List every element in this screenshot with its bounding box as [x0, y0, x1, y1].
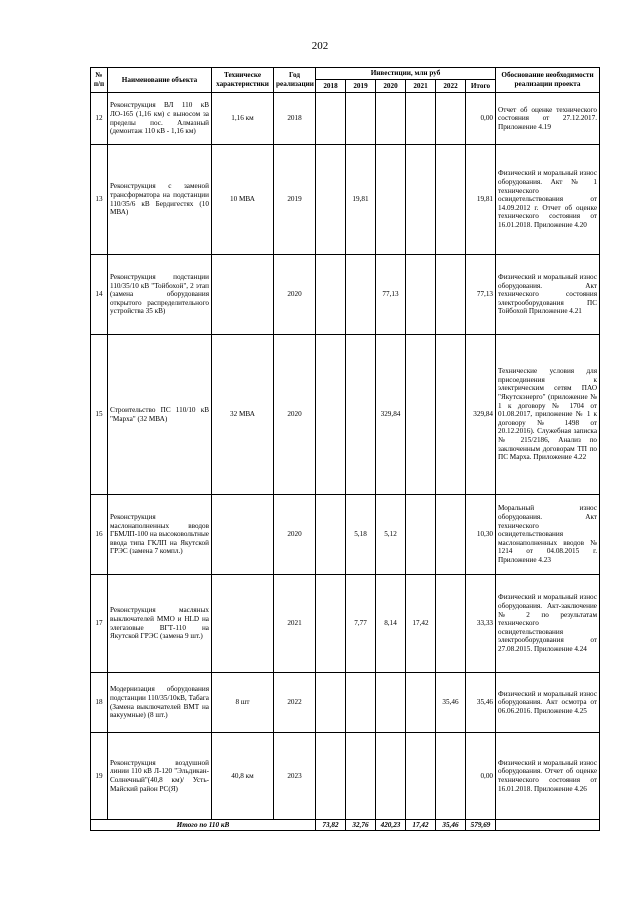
row-2020 — [376, 673, 406, 733]
header-name: Наименование объекта — [108, 68, 212, 93]
row-2020 — [376, 93, 406, 145]
table-row — [91, 335, 600, 495]
row-reason: Отчет об оценке технического состояния от 27.12.2017. Приложение 4.19 — [496, 93, 600, 145]
header-invest: Инвестиции, млн руб — [316, 68, 496, 80]
row-2021 — [406, 255, 436, 335]
row-2021 — [406, 733, 436, 820]
row-2021 — [406, 145, 436, 255]
row-total: 329,84 — [466, 335, 496, 495]
row-2020: 5,12 — [376, 495, 406, 575]
row-2019: 19,81 — [346, 145, 376, 255]
row-total: 19,81 — [466, 145, 496, 255]
row-no: 12 — [91, 93, 108, 145]
row-tech: 1,16 км — [212, 93, 274, 145]
page-number: 202 — [311, 40, 329, 52]
row-name: Реконструкция масляных выключателей ММО и HLD на элегазовые ВГТ-110 на Якутской ГРЭС (замена 9 шт.) — [108, 575, 212, 673]
row-year: 2020 — [274, 335, 316, 495]
total-2018: 73,82 — [316, 820, 346, 831]
investment-table — [90, 67, 600, 831]
row-tech: 32 МВА — [212, 335, 274, 495]
row-2020 — [376, 733, 406, 820]
row-total: 0,00 — [466, 93, 496, 145]
row-2022: 35,46 — [436, 673, 466, 733]
total-sum: 579,69 — [466, 820, 496, 831]
row-2018 — [316, 255, 346, 335]
row-year: 2021 — [274, 575, 316, 673]
row-reason: Физический и моральный износ оборудования. Акт технического состояния электрооборудования ПС Тойбохой Приложение 4.21 — [496, 255, 600, 335]
table-row — [91, 575, 600, 673]
row-reason: Моральный износ оборудования. Акт технического освидетельствования маслонаполненных вводов № 1214 от 04.08.2015 г. Приложение 4.23 — [496, 495, 600, 575]
row-no: 14 — [91, 255, 108, 335]
table-row — [91, 145, 600, 255]
row-2018 — [316, 145, 346, 255]
row-tech — [212, 575, 274, 673]
row-2018 — [316, 673, 346, 733]
header-2019: 2019 — [346, 80, 376, 93]
row-2018 — [316, 335, 346, 495]
row-year: 2019 — [274, 145, 316, 255]
total-2019: 32,76 — [346, 820, 376, 831]
header-2018: 2018 — [316, 80, 346, 93]
total-label: Итого по 110 кВ — [91, 820, 316, 831]
table-row — [91, 93, 600, 145]
table-row — [91, 495, 600, 575]
row-name: Реконструкция воздушной линии 110 кВ Л-120 "Эльдикан-Солнечный"(40,8 км)/ Усть-Майский район РС(Я) — [108, 733, 212, 820]
row-total: 33,33 — [466, 575, 496, 673]
row-2018 — [316, 93, 346, 145]
row-2021 — [406, 93, 436, 145]
row-total: 77,13 — [466, 255, 496, 335]
row-no: 17 — [91, 575, 108, 673]
row-2022 — [436, 575, 466, 673]
row-2019 — [346, 673, 376, 733]
row-2022 — [436, 145, 466, 255]
row-total: 35,46 — [466, 673, 496, 733]
row-total: 0,00 — [466, 733, 496, 820]
row-no: 16 — [91, 495, 108, 575]
table-row — [91, 673, 600, 733]
row-reason: Физический и моральный износ оборудования. Отчет об оценке технического состояния от 16.01.2018. Приложение 4.26 — [496, 733, 600, 820]
total-reason — [496, 820, 600, 831]
row-2019: 7,77 — [346, 575, 376, 673]
header-2021: 2021 — [406, 80, 436, 93]
row-tech — [212, 255, 274, 335]
row-tech: 40,8 км — [212, 733, 274, 820]
row-no: 19 — [91, 733, 108, 820]
row-2019: 5,18 — [346, 495, 376, 575]
row-year: 2023 — [274, 733, 316, 820]
row-name: Реконструкция подстанции 110/35/10 кВ "Тойбохой", 2 этап (замена оборудования открытого распределительного устройства 35 кВ) — [108, 255, 212, 335]
row-2020: 329,84 — [376, 335, 406, 495]
row-2022 — [436, 495, 466, 575]
row-2018 — [316, 733, 346, 820]
row-2021: 17,42 — [406, 575, 436, 673]
row-no: 15 — [91, 335, 108, 495]
row-name: Реконструкция с заменой трансформатора на подстанции 110/35/6 кВ Бердигестях (10 МВА) — [108, 145, 212, 255]
row-year: 2020 — [274, 255, 316, 335]
header-2020: 2020 — [376, 80, 406, 93]
row-no: 13 — [91, 145, 108, 255]
row-2020 — [376, 145, 406, 255]
row-reason: Физический и моральный износ оборудования. Акт № 1 технического освидетельствования от 14.09.2012 г. Отчет об оценке технического состояния от 16.01.2018. Приложение 4.20 — [496, 145, 600, 255]
header-reason: Обоснование необходимости реализации проекта — [496, 68, 600, 93]
row-total: 10,30 — [466, 495, 496, 575]
header-tech: Техническе характеристики — [212, 68, 274, 93]
header-2022: 2022 — [436, 80, 466, 93]
row-2018 — [316, 495, 346, 575]
row-year: 2020 — [274, 495, 316, 575]
row-reason: Технические условия для присоединения к электрическим сетям ПАО "Якутскэнерго" (приложение № 1 к договору № 1704 от 01.08.2017, приложение № 1 к договору № 1498 от 20.12.2016). Служебная записка № 215/2186, Анализ по заключенным договорам ТП по ПС Марха. Приложение 4.22 — [496, 335, 600, 495]
row-2021 — [406, 495, 436, 575]
row-reason: Физический и моральный износ оборудования. Акт-заключение № 2 по результатам технического освидетельствования электрооборудования от 27.08.2015. Приложение 4.24 — [496, 575, 600, 673]
row-tech — [212, 495, 274, 575]
row-tech: 8 шт — [212, 673, 274, 733]
row-no: 18 — [91, 673, 108, 733]
header-no: № п/п — [91, 68, 108, 93]
header-year: Год реализации — [274, 68, 316, 93]
row-2020: 8,14 — [376, 575, 406, 673]
row-name: Строительство ПС 110/10 кВ "Марха" (32 МВА) — [108, 335, 212, 495]
row-2019 — [346, 335, 376, 495]
row-2021 — [406, 673, 436, 733]
row-tech: 10 МВА — [212, 145, 274, 255]
table-row — [91, 255, 600, 335]
row-2022 — [436, 335, 466, 495]
total-2021: 17,42 — [406, 820, 436, 831]
header-total: Итого — [466, 80, 496, 93]
row-name: Модернизация оборудования подстанции 110/35/10кВ, Табага (Замена выключателей ВМТ на вакуумные) (8 шт.) — [108, 673, 212, 733]
row-2019 — [346, 733, 376, 820]
total-2020: 420,23 — [376, 820, 406, 831]
row-2022 — [436, 733, 466, 820]
row-2019 — [346, 255, 376, 335]
row-name: Реконструкция маслонаполненных вводов ГБМЛП-100 на высоковольтные ввода типа ГКЛП на Якутской ГРЭС (замена 7 компл.) — [108, 495, 212, 575]
row-2019 — [346, 93, 376, 145]
row-year: 2018 — [274, 93, 316, 145]
row-name: Реконструкция ВЛ 110 кВ ЛО-165 (1,16 км) с выносом за пределы пос. Алмазный (демонтаж 110 кВ - 1,16 км) — [108, 93, 212, 145]
row-reason: Физический и моральный износ оборудования. Акт осмотра от 06.06.2016. Приложение 4.25 — [496, 673, 600, 733]
table-row — [91, 733, 600, 820]
row-2022 — [436, 93, 466, 145]
row-year: 2022 — [274, 673, 316, 733]
row-2022 — [436, 255, 466, 335]
total-2022: 35,46 — [436, 820, 466, 831]
row-2021 — [406, 335, 436, 495]
total-row — [91, 820, 600, 831]
row-2020: 77,13 — [376, 255, 406, 335]
row-2018 — [316, 575, 346, 673]
